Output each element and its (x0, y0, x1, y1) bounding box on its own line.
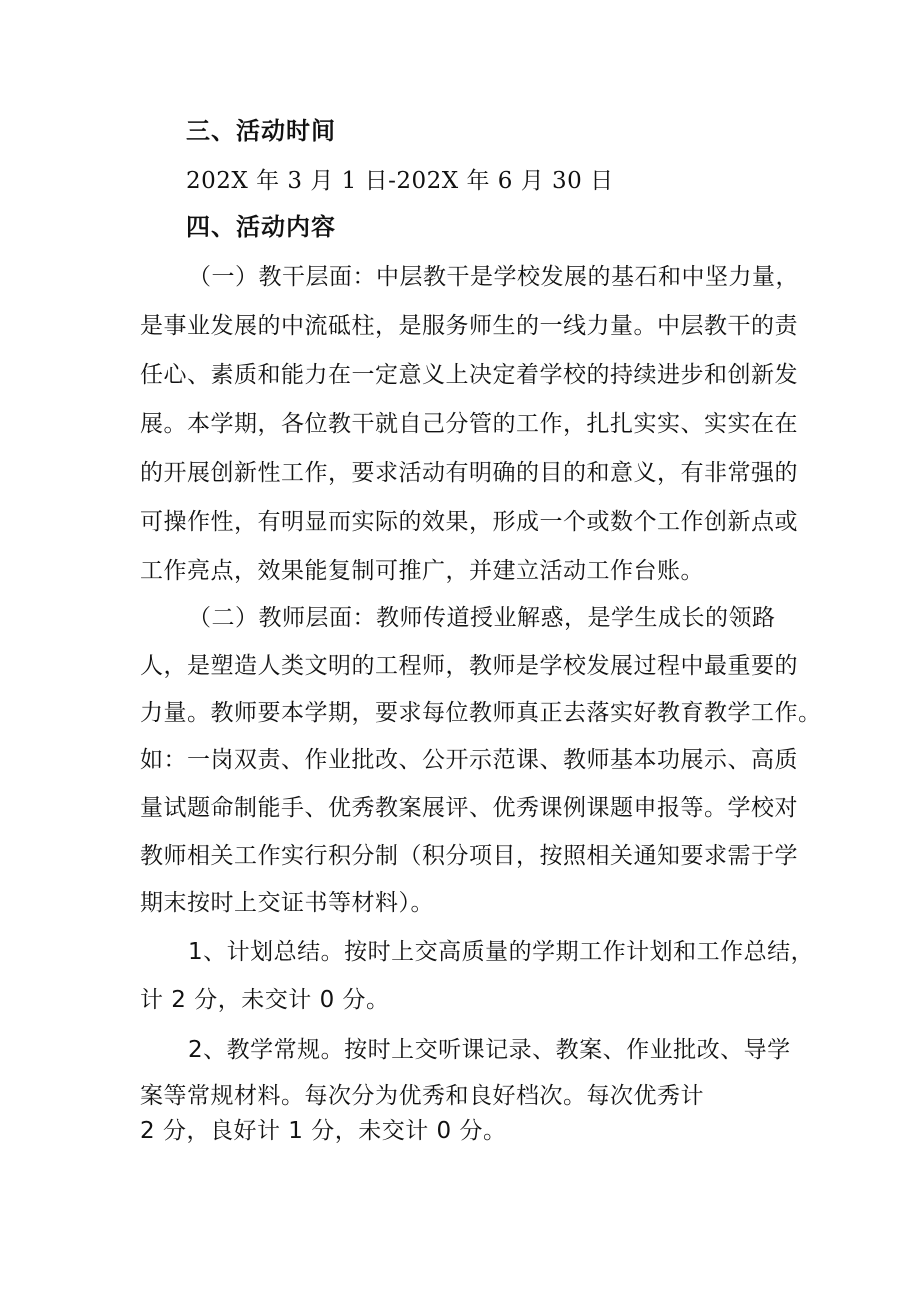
item2-line: 案等常规材料。每次分为优秀和良好档次。每次优秀计 (140, 1083, 704, 1109)
para2-line: 教师相关工作实行积分制（积分项目，按照相关通知要求需于学 (140, 843, 798, 869)
para2-line: 如：一岗双责、作业批改、公开示范课、教师基本功展示、高质 (140, 747, 798, 773)
para1-line: 是事业发展的中流砥柱，是服务师生的一线力量。中层教干的责 (140, 313, 798, 339)
activity-date-range: 202X 年 3 月 1 日-202X 年 6 月 30 日 (186, 168, 614, 194)
para1-line: 任心、素质和能力在一定意义上决定着学校的持续进步和创新发 (140, 362, 798, 388)
para2-line: 量试题命制能手、优秀教案展评、优秀课例课题申报等。学校对 (140, 795, 798, 821)
para2-line: 期末按时上交证书等材料）。 (140, 890, 434, 916)
item1-line: 计 2 分，未交计 0 分。 (140, 987, 390, 1013)
para1-line: 展。本学期，各位教干就自己分管的工作，扎扎实实、实实在在 (140, 411, 798, 437)
para2-line: 力量。教师要本学期，要求每位教师真正去落实好教育教学工作。 (140, 700, 822, 726)
item2-line: 2 分，良好计 1 分，未交计 0 分。 (140, 1118, 507, 1144)
para2-line: 人，是塑造人类文明的工程师，教师是学校发展过程中最重要的 (140, 653, 798, 679)
para1-line: （一）教干层面：中层教干是学校发展的基石和中坚力量， (188, 264, 799, 290)
section-3-heading: 三、活动时间 (186, 117, 336, 145)
para1-line: 可操作性，有明显而实际的效果，形成一个或数个工作创新点或 (140, 509, 798, 535)
para1-line: 的开展创新性工作，要求活动有明确的目的和意义，有非常强的 (140, 460, 798, 486)
para2-line: （二）教师层面：教师传道授业解惑，是学生成长的领路 (188, 605, 776, 631)
section-4-heading: 四、活动内容 (186, 213, 336, 241)
item2-line: 2、教学常规。按时上交听课记录、教案、作业批改、导学 (188, 1037, 791, 1063)
para1-line: 工作亮点，效果能复制可推广，并建立活动工作台账。 (140, 558, 704, 584)
item1-line: 1、计划总结。按时上交高质量的学期工作计划和工作总结， (188, 939, 815, 965)
